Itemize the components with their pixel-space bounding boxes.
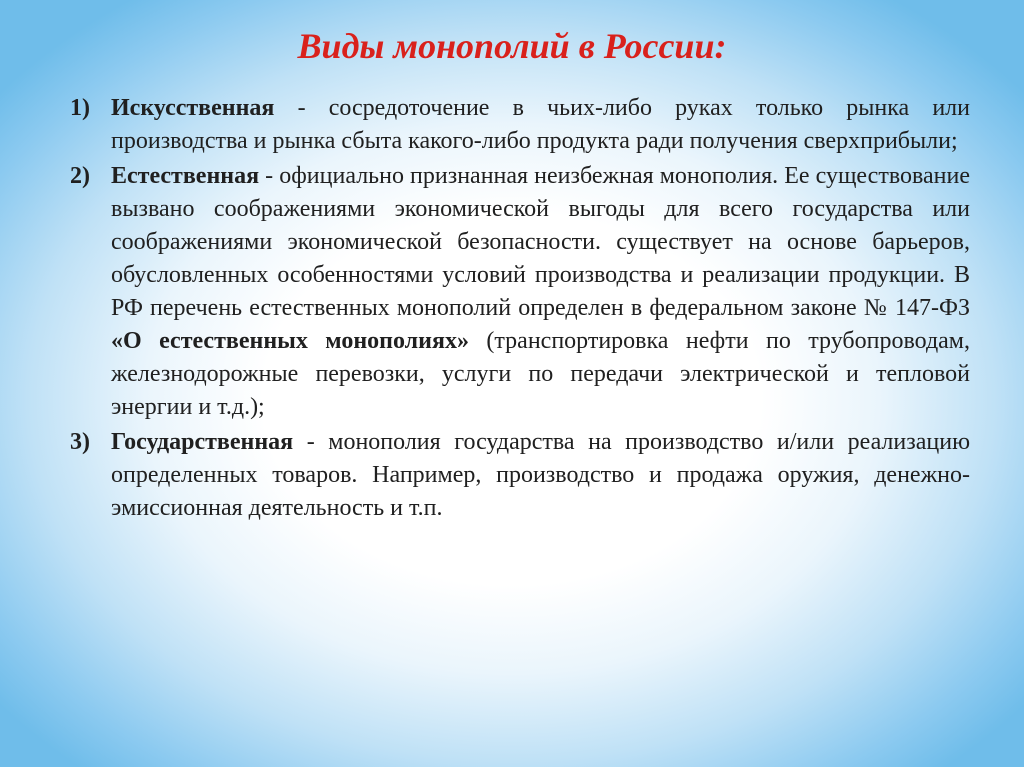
item-text: - официально признанная неизбежная монополия. Ее существование вызвано соображениями экономической выгоды для всего государства или соображениями экономической безопасности. существует на основе барьеров, обусловленных особенностями условий производства и реализации продукции. В РФ перечень естественных монополий определен в федеральном законе № 147-ФЗ — [111, 163, 970, 321]
item-term: Государственная — [111, 429, 294, 455]
item-number: 2) — [70, 163, 90, 189]
list-item-artificial — [70, 92, 970, 158]
slide-title: Виды монополий в России: — [297, 26, 727, 66]
law-title: «О естественных монополиях» — [111, 328, 469, 354]
item-term: Естественная — [111, 163, 260, 189]
item-number: 1) — [70, 95, 90, 121]
item-term: Искусственная — [111, 95, 275, 121]
list-item-state — [70, 426, 970, 525]
list-item-natural — [70, 160, 970, 424]
monopoly-types-list — [70, 92, 970, 527]
item-text: - сосредоточение в чьих-либо руках только рынка или производства и рынка сбыта какого-либо продукта ради получения сверхприбыли; — [111, 95, 970, 154]
item-text-after: (транспортировка нефти по трубопроводам, железнодорожные перевозки, услуги по передачи электрической и тепловой энергии и т.д.); — [111, 328, 970, 420]
item-number: 3) — [70, 429, 90, 455]
item-text: - монополия государства на производство и/или реализацию определенных товаров. Например, производство и продажа оружия, денежно-эмиссионная деятельность и т.п. — [111, 429, 970, 521]
